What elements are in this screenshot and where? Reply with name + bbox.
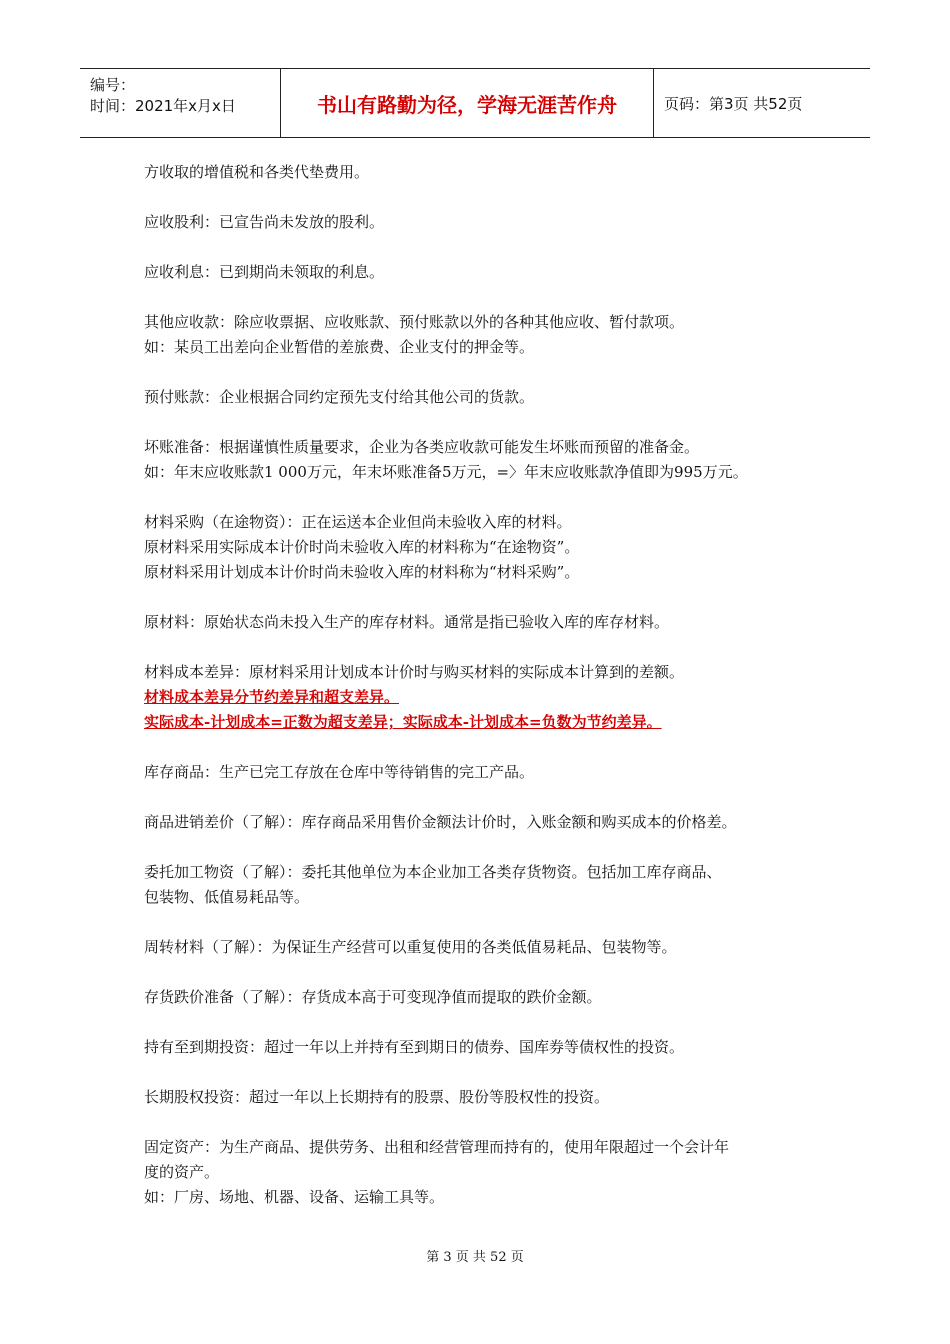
text-line: 方收取的增值税和各类代垫费用。 — [144, 163, 370, 181]
page-footer: 第 3 页 共 52 页 — [426, 1250, 524, 1265]
text-line: 应收股利：已宣告尚未发放的股利。 — [144, 213, 385, 231]
highlight-line: 实际成本-计划成本=正数为超支差异；实际成本-计划成本=负数为节约差异。 — [144, 713, 662, 731]
text-line: 包装物、低值易耗品等。 — [144, 888, 310, 906]
text-line: 如：某员工出差向企业暂借的差旅费、企业支付的押金等。 — [144, 338, 535, 356]
paragraph — [144, 660, 834, 735]
motto-text: 书山有路勤为径，学海无涯苦作舟 — [317, 92, 617, 117]
paragraph — [144, 1085, 834, 1110]
text-line: 应收利息：已到期尚未领取的利息。 — [144, 263, 385, 281]
header-motto-cell — [281, 69, 654, 137]
paragraph — [144, 935, 834, 960]
text-line: 委托加工物资（了解）：委托其他单位为本企业加工各类存货物资。包括加工库存商品、 — [144, 863, 722, 881]
text-line: 商品进销差价（了解）：库存商品采用售价金额法计价时，入账金额和购买成本的价格差。 — [144, 813, 737, 831]
text-line: 预付账款：企业根据合同约定预先支付给其他公司的货款。 — [144, 388, 535, 406]
paragraph — [144, 860, 834, 910]
text-line: 如：厂房、场地、机器、设备、运输工具等。 — [144, 1188, 445, 1206]
document-body — [144, 160, 834, 1235]
text-line: 原材料：原始状态尚未投入生产的库存材料。通常是指已验收入库的库存材料。 — [144, 613, 670, 631]
header-page-cell — [654, 69, 870, 137]
paragraph — [144, 760, 834, 785]
number-label: 编号： — [90, 76, 136, 94]
paragraph — [144, 810, 834, 835]
page-info: 页码：第3页 共52页 — [664, 94, 803, 113]
text-line: 原材料采用计划成本计价时尚未验收入库的材料称为“材料采购”。 — [144, 563, 580, 581]
paragraph — [144, 435, 834, 485]
text-line: 存货跌价准备（了解）：存货成本高于可变现净值而提取的跌价金额。 — [144, 988, 602, 1006]
header-meta-cell — [80, 69, 281, 137]
text-line: 坏账准备：根据谨慎性质量要求，企业为各类应收款可能发生坏账而预留的准备金。 — [144, 438, 700, 456]
paragraph — [144, 210, 834, 235]
text-line: 固定资产：为生产商品、提供劳务、出租和经营管理而持有的，使用年限超过一个会计年 — [144, 1138, 730, 1156]
paragraph — [144, 610, 834, 635]
text-line: 度的资产。 — [144, 1163, 220, 1181]
paragraph — [144, 1035, 834, 1060]
paragraph — [144, 385, 834, 410]
text-line: 持有至到期投资：超过一年以上并持有至到期日的债券、国库券等债权性的投资。 — [144, 1038, 685, 1056]
text-line: 库存商品：生产已完工存放在仓库中等待销售的完工产品。 — [144, 763, 535, 781]
text-line: 其他应收款：除应收票据、应收账款、预付账款以外的各种其他应收、暂付款项。 — [144, 313, 685, 331]
paragraph — [144, 160, 834, 185]
text-line: 长期股权投资：超过一年以上长期持有的股票、股份等股权性的投资。 — [144, 1088, 610, 1106]
highlight-line: 材料成本差异分节约差异和超支差异。 — [144, 688, 400, 706]
paragraph — [144, 510, 834, 585]
page-header — [80, 68, 870, 138]
paragraph — [144, 260, 834, 285]
time-label: 时间：2021年x月x日 — [90, 97, 236, 115]
paragraph — [144, 1135, 834, 1210]
text-line: 如：年末应收账款1 000万元，年末坏账准备5万元，=〉年末应收账款净值即为995万元。 — [144, 463, 748, 481]
paragraph — [144, 310, 834, 360]
text-line: 原材料采用实际成本计价时尚未验收入库的材料称为“在途物资”。 — [144, 538, 580, 556]
text-line: 周转材料（了解）：为保证生产经营可以重复使用的各类低值易耗品、包装物等。 — [144, 938, 677, 956]
text-line: 材料采购（在途物资）：正在运送本企业但尚未验收入库的材料。 — [144, 513, 572, 531]
paragraph — [144, 985, 834, 1010]
text-line: 材料成本差异：原材料采用计划成本计价时与购买材料的实际成本计算到的差额。 — [144, 663, 685, 681]
